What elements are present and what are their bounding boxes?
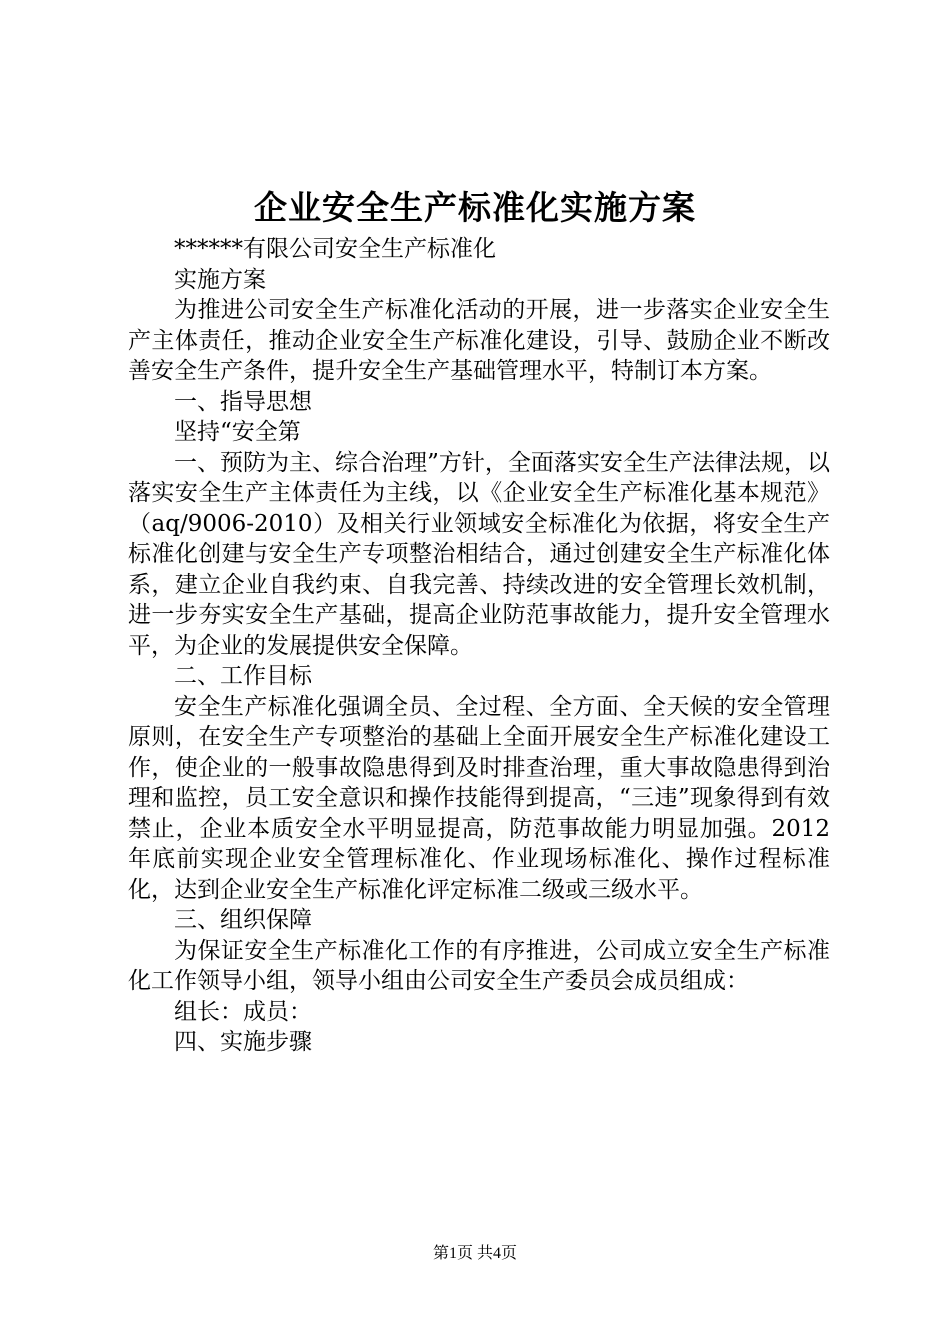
leader-members-line: 组长：成员： bbox=[174, 998, 312, 1025]
guiding-paragraph: 一、预防为主、综合治理”方针，全面落实安全生产法律法规，以落实安全生产主体责任为主线，以《企业安全生产标准化基本规范》（aq/9006-2010）及相关行业领域安全标准化为依据，将安全生产标准化创建与安全生产专项整治相结合，通过创建安全生产标准化体系，建立企业自我约束、自我完善、持续改进的安全管理长效机制，进一步夯实安全生产基础，提高企业防范事故能力，提升安全管理水平，为企业的发展提供安全保障。 bbox=[128, 449, 830, 659]
page-footer: 第1页 共4页 bbox=[432, 1245, 517, 1262]
section-heading-goals: 二、工作目标 bbox=[174, 663, 312, 689]
organization-paragraph: 为保证安全生产标准化工作的有序推进，公司成立安全生产标准化工作领导小组，领导小组由公司安全生产委员会成员组成： bbox=[128, 937, 830, 994]
plan-subtitle: 实施方案 bbox=[174, 266, 266, 293]
intro-paragraph: 为推进公司安全生产标准化活动的开展，进一步落实企业安全生产主体责任，推动企业安全生产标准化建设，引导、鼓励企业不断改善安全生产条件，提升安全生产基础管理水平，特制订本方案。 bbox=[128, 297, 830, 384]
section-heading-steps: 四、实施步骤 bbox=[174, 1029, 312, 1055]
company-line: ******有限公司安全生产标准化 bbox=[174, 236, 496, 262]
document-body bbox=[128, 234, 830, 1058]
section-heading-guiding: 一、指导思想 bbox=[174, 388, 312, 415]
document-title: 企业安全生产标准化实施方案 bbox=[254, 188, 696, 227]
guiding-line: 坚持“安全第 bbox=[174, 419, 301, 445]
goals-paragraph: 安全生产标准化强调全员、全过程、全方面、全天候的安全管理原则，在安全生产专项整治的基础上全面开展安全生产标准化建设工作，使企业的一般事故隐患得到及时排查治理，重大事故隐患得到治理和监控，员工安全意识和操作技能得到提高，“三违”现象得到有效禁止，企业本质安全水平明显提高，防范事故能力明显加强。2012年底前实现企业安全管理标准化、作业现场标准化、操作过程标准化，达到企业安全生产标准化评定标准二级或三级水平。 bbox=[128, 693, 830, 903]
section-heading-organization: 三、组织保障 bbox=[174, 907, 312, 933]
